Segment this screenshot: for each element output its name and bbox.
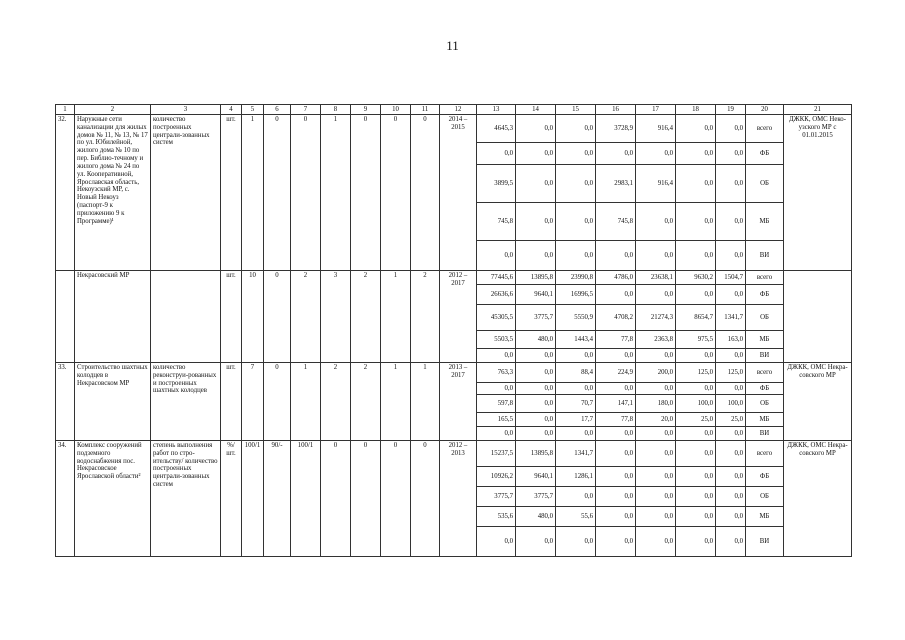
funding-value: 5550,9: [556, 305, 596, 331]
funding-source: ФБ: [746, 383, 784, 395]
funding-value: 25,0: [716, 413, 746, 427]
funding-value: 0,0: [477, 349, 516, 363]
funding-value: 0,0: [596, 143, 636, 165]
funding-value: 0,0: [636, 285, 676, 305]
target-value: 2: [351, 271, 381, 363]
funding-source: ВИ: [746, 527, 784, 557]
funding-value: 0,0: [676, 203, 716, 241]
funding-value: 200,0: [636, 363, 676, 383]
funding-value: 0,0: [556, 241, 596, 271]
target-value: 0: [411, 115, 440, 271]
target-value: 1: [321, 115, 351, 271]
funding-value: 9640,1: [516, 467, 556, 487]
executor: ДЖКК, ОМС Некра-совского МР: [784, 363, 852, 441]
funding-value: 0,0: [676, 143, 716, 165]
funding-value: 0,0: [556, 383, 596, 395]
funding-value: 180,0: [636, 395, 676, 413]
row-number: 32.: [56, 115, 75, 271]
funding-value: 13895,8: [516, 441, 556, 467]
target-value: 2: [321, 363, 351, 441]
funding-value: 0,0: [516, 413, 556, 427]
funding-value: 13895,8: [516, 271, 556, 285]
executor: ДЖКК, ОМС Неко-узского МР с 01.01.2015: [784, 115, 852, 271]
funding-value: 3728,9: [596, 115, 636, 143]
target-value: 2: [411, 271, 440, 363]
funding-source: ФБ: [746, 285, 784, 305]
funding-value: 0,0: [716, 527, 746, 557]
column-header: 7: [291, 105, 321, 115]
funding-value: 0,0: [516, 165, 556, 203]
funding-value: 88,4: [556, 363, 596, 383]
funding-source: ОБ: [746, 165, 784, 203]
funding-value: 0,0: [676, 427, 716, 441]
column-header: 11: [411, 105, 440, 115]
funding-value: 1341,7: [556, 441, 596, 467]
funding-value: 0,0: [556, 165, 596, 203]
target-value: 1: [242, 115, 264, 271]
funding-value: 916,4: [636, 165, 676, 203]
object-name: Комплекс сооружений подземного водоснабжения пос. Некрасовское Ярославской области²: [75, 441, 151, 557]
unit: шт.: [221, 363, 242, 441]
column-header: 5: [242, 105, 264, 115]
funding-value: 23638,1: [636, 271, 676, 285]
funding-value: 0,0: [716, 507, 746, 527]
funding-value: 0,0: [596, 441, 636, 467]
funding-value: 0,0: [676, 507, 716, 527]
column-header: 18: [676, 105, 716, 115]
funding-value: 21274,3: [636, 305, 676, 331]
target-value: 0: [264, 363, 291, 441]
executor: ДЖКК, ОМС Некра-совского МР: [784, 441, 852, 557]
funding-source: ВИ: [746, 349, 784, 363]
funding-value: 77,8: [596, 413, 636, 427]
funding-source: ОБ: [746, 305, 784, 331]
period: 2012 – 2017: [440, 271, 477, 363]
column-header: 17: [636, 105, 676, 115]
funding-value: 0,0: [716, 441, 746, 467]
funding-value: 17,7: [556, 413, 596, 427]
funding-value: 480,0: [516, 507, 556, 527]
funding-source: ОБ: [746, 395, 784, 413]
period: 2014 – 2015: [440, 115, 477, 271]
funding-value: 975,5: [676, 331, 716, 349]
table-row: [56, 363, 852, 383]
funding-value: 163,0: [716, 331, 746, 349]
funding-value: 0,0: [556, 427, 596, 441]
funding-value: 0,0: [636, 203, 676, 241]
column-header: 19: [716, 105, 746, 115]
funding-value: 0,0: [596, 467, 636, 487]
target-value: 0: [411, 441, 440, 557]
funding-value: 25,0: [676, 413, 716, 427]
funding-value: 15237,5: [477, 441, 516, 467]
funding-value: 0,0: [516, 203, 556, 241]
funding-value: 9630,2: [676, 271, 716, 285]
funding-value: 125,0: [676, 363, 716, 383]
funding-value: 0,0: [556, 349, 596, 363]
funding-value: 0,0: [676, 115, 716, 143]
object-name: Некрасовский МР: [75, 271, 151, 363]
funding-value: 3775,7: [516, 487, 556, 507]
funding-value: 3775,7: [516, 305, 556, 331]
funding-value: 9640,1: [516, 285, 556, 305]
funding-source: МБ: [746, 507, 784, 527]
target-value: 10: [242, 271, 264, 363]
funding-value: 147,1: [596, 395, 636, 413]
funding-value: 0,0: [556, 203, 596, 241]
funding-value: 0,0: [716, 427, 746, 441]
period: 2012 – 2013: [440, 441, 477, 557]
funding-value: 0,0: [676, 441, 716, 467]
funding-value: 5503,5: [477, 331, 516, 349]
column-header: 13: [477, 105, 516, 115]
funding-value: 125,0: [716, 363, 746, 383]
funding-value: 0,0: [676, 383, 716, 395]
funding-value: 0,0: [477, 427, 516, 441]
target-value: 100/1: [291, 441, 321, 557]
funding-value: 4645,3: [477, 115, 516, 143]
funding-value: 0,0: [516, 427, 556, 441]
funding-value: 0,0: [636, 241, 676, 271]
funding-value: 0,0: [596, 383, 636, 395]
funding-value: 0,0: [636, 427, 676, 441]
funding-value: 0,0: [676, 527, 716, 557]
table-row: [56, 115, 852, 143]
funding-value: 0,0: [716, 165, 746, 203]
funding-value: 0,0: [716, 241, 746, 271]
header-row: [56, 105, 852, 115]
funding-value: 1341,7: [716, 305, 746, 331]
funding-value: 0,0: [636, 507, 676, 527]
funding-value: 77,8: [596, 331, 636, 349]
target-value: 0: [291, 115, 321, 271]
funding-value: 0,0: [596, 349, 636, 363]
funding-value: 0,0: [596, 285, 636, 305]
target-value: 0: [351, 115, 381, 271]
funding-value: 1504,7: [716, 271, 746, 285]
funding-value: 0,0: [556, 487, 596, 507]
target-value: 7: [242, 363, 264, 441]
funding-value: 0,0: [676, 349, 716, 363]
funding-value: 0,0: [636, 467, 676, 487]
funding-source: ОБ: [746, 487, 784, 507]
unit: шт.: [221, 271, 242, 363]
target-value: 1: [381, 271, 411, 363]
column-header: 15: [556, 105, 596, 115]
funding-value: 0,0: [516, 383, 556, 395]
funding-value: 0,0: [676, 487, 716, 507]
funding-value: 745,8: [596, 203, 636, 241]
column-header: 4: [221, 105, 242, 115]
indicator: степень выполнения работ по стро-ительству/ количество построенных централи-зованных систем: [151, 441, 221, 557]
target-value: 1: [291, 363, 321, 441]
funding-value: 1443,4: [556, 331, 596, 349]
funding-value: 0,0: [477, 241, 516, 271]
funding-value: 0,0: [516, 395, 556, 413]
funding-source: ВИ: [746, 241, 784, 271]
column-header: 1: [56, 105, 75, 115]
funding-value: 0,0: [516, 241, 556, 271]
funding-value: 4708,2: [596, 305, 636, 331]
funding-value: 0,0: [716, 383, 746, 395]
funding-source: МБ: [746, 413, 784, 427]
funding-value: 0,0: [596, 507, 636, 527]
target-value: 3: [321, 271, 351, 363]
funding-value: 0,0: [676, 165, 716, 203]
unit: %/ шт.: [221, 441, 242, 557]
column-header: 20: [746, 105, 784, 115]
target-value: 90/-: [264, 441, 291, 557]
funding-value: 763,3: [477, 363, 516, 383]
column-header: 8: [321, 105, 351, 115]
target-value: 100/1: [242, 441, 264, 557]
funding-value: 0,0: [716, 487, 746, 507]
funding-value: 10926,2: [477, 467, 516, 487]
funding-value: 597,8: [477, 395, 516, 413]
column-header: 21: [784, 105, 852, 115]
funding-value: 0,0: [596, 241, 636, 271]
funding-value: 0,0: [477, 383, 516, 395]
funding-value: 480,0: [516, 331, 556, 349]
funding-value: 0,0: [636, 143, 676, 165]
funding-value: 0,0: [676, 285, 716, 305]
funding-value: 26636,6: [477, 285, 516, 305]
table-row: [56, 441, 852, 467]
funding-value: 0,0: [556, 115, 596, 143]
column-header: 2: [75, 105, 151, 115]
funding-value: 0,0: [636, 487, 676, 507]
funding-value: 0,0: [716, 143, 746, 165]
unit: шт.: [221, 115, 242, 271]
period: 2013 – 2017: [440, 363, 477, 441]
target-value: 1: [381, 363, 411, 441]
funding-value: 535,6: [477, 507, 516, 527]
indicator: количество построенных централи-зованных систем: [151, 115, 221, 271]
funding-value: 55,6: [556, 507, 596, 527]
funding-value: 100,0: [716, 395, 746, 413]
funding-value: 0,0: [596, 527, 636, 557]
indicator: [151, 271, 221, 363]
column-header: 9: [351, 105, 381, 115]
funding-value: 23990,8: [556, 271, 596, 285]
funding-value: 0,0: [516, 527, 556, 557]
row-number: 34.: [56, 441, 75, 557]
program-table: [55, 104, 852, 557]
funding-value: 0,0: [556, 527, 596, 557]
funding-source: всего: [746, 441, 784, 467]
funding-value: 0,0: [676, 241, 716, 271]
indicator: количество реконструи-рованных и построенных шахтных колодцев: [151, 363, 221, 441]
funding-value: 20,0: [636, 413, 676, 427]
column-header: 10: [381, 105, 411, 115]
funding-value: 0,0: [516, 115, 556, 143]
column-header: 16: [596, 105, 636, 115]
funding-value: 0,0: [676, 467, 716, 487]
funding-value: 224,9: [596, 363, 636, 383]
row-number: [56, 271, 75, 363]
funding-source: МБ: [746, 203, 784, 241]
funding-value: 0,0: [516, 143, 556, 165]
funding-value: 0,0: [477, 143, 516, 165]
target-value: 0: [321, 441, 351, 557]
funding-value: 0,0: [716, 203, 746, 241]
target-value: 2: [291, 271, 321, 363]
funding-value: 0,0: [716, 467, 746, 487]
funding-source: ФБ: [746, 467, 784, 487]
funding-value: 45305,5: [477, 305, 516, 331]
funding-value: 0,0: [636, 441, 676, 467]
funding-value: 1286,1: [556, 467, 596, 487]
funding-value: 0,0: [516, 349, 556, 363]
object-name: Строительство шахтных колодцев в Некрасовском МР: [75, 363, 151, 441]
funding-value: 0,0: [556, 143, 596, 165]
funding-source: ФБ: [746, 143, 784, 165]
funding-value: 4786,0: [596, 271, 636, 285]
executor: [784, 271, 852, 363]
object-name: Наружные сети канализации для жилых домов № 11, № 13, № 17 по ул. Юбилейной, жилого дома № 10 по пер. Библио-течному и жилого дома № 24 по ул. Кооперативной, Ярославская область, Некоузский МР, с. Новый Некоуз (паспорт-9 к приложению 9 к Программе)¹: [75, 115, 151, 271]
funding-value: 70,7: [556, 395, 596, 413]
funding-value: 916,4: [636, 115, 676, 143]
target-value: 0: [351, 441, 381, 557]
funding-value: 16996,5: [556, 285, 596, 305]
funding-value: 3775,7: [477, 487, 516, 507]
funding-value: 2363,8: [636, 331, 676, 349]
page-number: 11: [446, 38, 459, 53]
column-header: 12: [440, 105, 477, 115]
funding-value: 8654,7: [676, 305, 716, 331]
funding-value: 77445,6: [477, 271, 516, 285]
column-header: 6: [264, 105, 291, 115]
funding-value: 0,0: [596, 487, 636, 507]
funding-value: 0,0: [636, 349, 676, 363]
funding-value: 0,0: [716, 285, 746, 305]
funding-value: 0,0: [477, 527, 516, 557]
funding-source: ВИ: [746, 427, 784, 441]
funding-source: всего: [746, 363, 784, 383]
funding-source: всего: [746, 271, 784, 285]
target-value: 2: [351, 363, 381, 441]
funding-value: 0,0: [636, 527, 676, 557]
funding-value: 3899,5: [477, 165, 516, 203]
column-header: 3: [151, 105, 221, 115]
funding-value: 745,8: [477, 203, 516, 241]
funding-value: 0,0: [716, 349, 746, 363]
funding-value: 165,5: [477, 413, 516, 427]
funding-value: 0,0: [516, 363, 556, 383]
funding-value: 0,0: [596, 427, 636, 441]
target-value: 1: [411, 363, 440, 441]
column-header: 14: [516, 105, 556, 115]
target-value: 0: [264, 271, 291, 363]
target-value: 0: [381, 441, 411, 557]
funding-source: всего: [746, 115, 784, 143]
funding-value: 100,0: [676, 395, 716, 413]
funding-value: 2983,1: [596, 165, 636, 203]
table-row: [56, 271, 852, 285]
row-number: 33.: [56, 363, 75, 441]
funding-value: 0,0: [636, 383, 676, 395]
target-value: 0: [264, 115, 291, 271]
target-value: 0: [381, 115, 411, 271]
funding-source: МБ: [746, 331, 784, 349]
funding-value: 0,0: [716, 115, 746, 143]
